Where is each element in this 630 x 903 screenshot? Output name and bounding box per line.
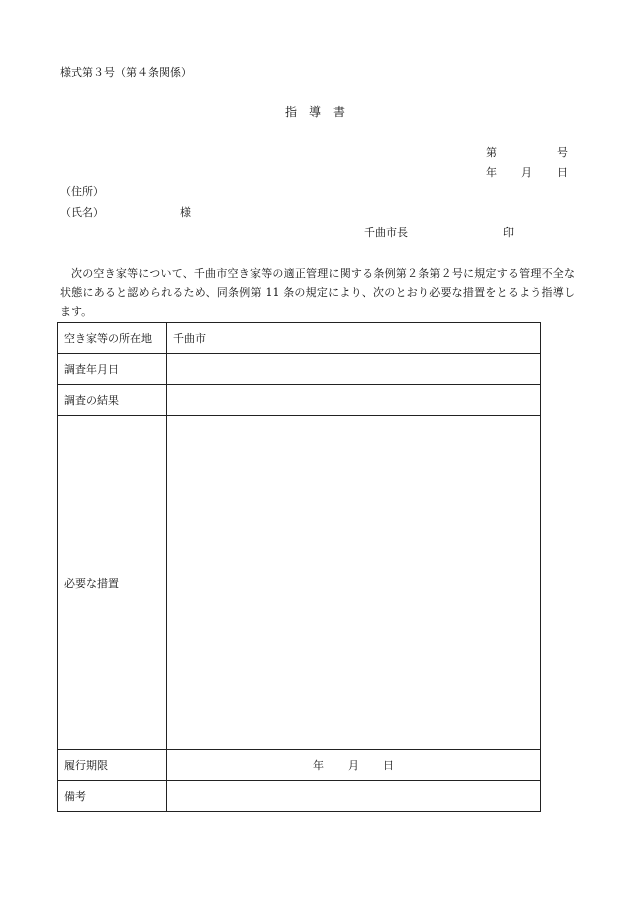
required-measures-value[interactable] [167, 416, 541, 750]
name-label: （氏名） [60, 206, 104, 219]
date-year: 年 [486, 166, 497, 179]
deadline-month: 月 [348, 759, 359, 772]
row-label: 調査年月日 [58, 354, 167, 385]
form-number: 様式第３号（第４条関係） [60, 66, 192, 79]
number-prefix: 第 [486, 146, 497, 159]
table-row [58, 323, 541, 354]
remarks-value[interactable] [167, 781, 541, 812]
location-value[interactable]: 千曲市 [167, 323, 541, 354]
address-label: （住所） [60, 185, 104, 198]
row-label: 調査の結果 [58, 385, 167, 416]
row-label: 履行期限 [58, 750, 167, 781]
document-title: 指 導 書 [284, 105, 345, 119]
seal-mark: 印 [503, 226, 514, 239]
row-label: 空き家等の所在地 [58, 323, 167, 354]
body-text: 次の空き家等について、千曲市空き家等の適正管理に関する条例第２条第２号に規定する管理不全な状態にあると認められるため、同条例第 11 条の規定により、次のとおり必要な措置をとるよう指導します。 [60, 267, 575, 318]
table-row [58, 416, 541, 750]
table-row [58, 750, 541, 781]
row-label: 備考 [58, 781, 167, 812]
row-label: 必要な措置 [58, 416, 167, 750]
number-suffix: 号 [557, 146, 568, 159]
survey-date-value[interactable] [167, 354, 541, 385]
table-row [58, 385, 541, 416]
survey-result-value[interactable] [167, 385, 541, 416]
deadline-year: 年 [313, 759, 324, 772]
form-table [57, 322, 541, 812]
deadline-day: 日 [383, 759, 394, 772]
date-month: 月 [521, 166, 532, 179]
date-day: 日 [557, 166, 568, 179]
deadline-value[interactable] [167, 750, 541, 781]
issuer-title: 千曲市長 [364, 226, 408, 239]
table-row [58, 781, 541, 812]
honorific: 様 [180, 206, 191, 219]
table-row [58, 354, 541, 385]
